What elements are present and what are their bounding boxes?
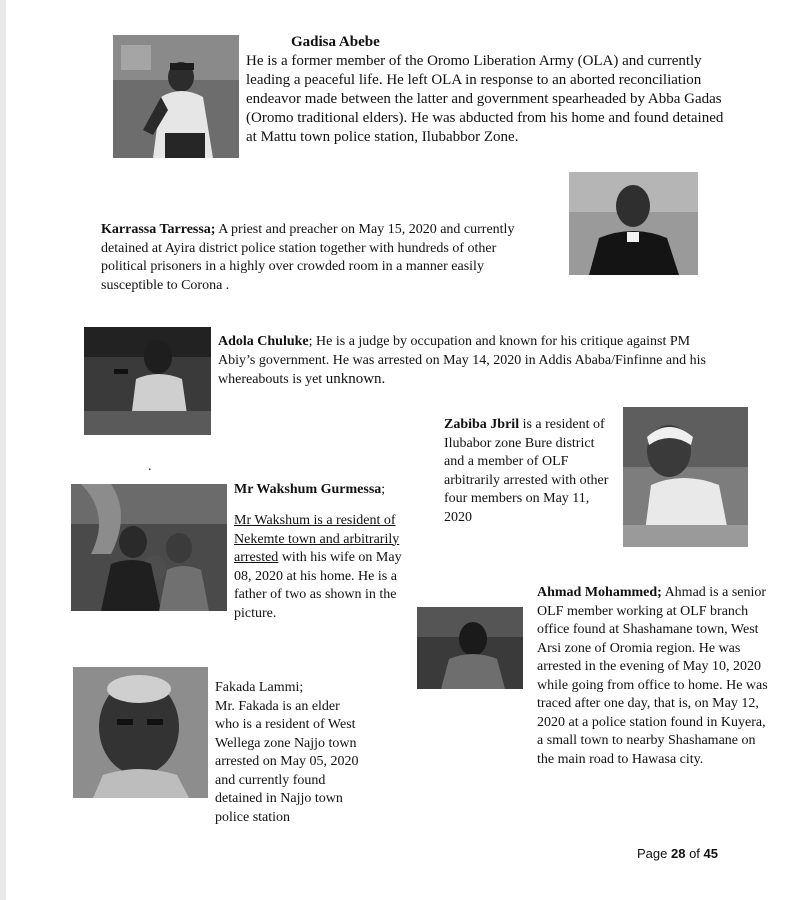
body-zabiba-jbril: is a resident of Ilubabor zone Bure district and a member of OLF arbitrarily arrested with other four members on May 11, 2020: [444, 417, 609, 525]
text-adola-chuluke: [218, 333, 718, 390]
page-prefix: Page: [637, 846, 671, 861]
photo-zabiba-jbril: [623, 407, 748, 547]
name-adola-chuluke: Adola Chuluke: [218, 334, 309, 349]
text-gadisa-abebe: He is a former member of the Oromo Liberation Army (OLA) and currently leading a peaceful life. He left OLA in response to an aborted reconciliation endeavor made between the latter and government spearheaded by Abba Gadas (Oromo traditional elders). He was abducted from his home and found detained at Mattu town police station, Ilubabbor Zone.: [246, 53, 724, 145]
tail-adola-chuluke: unknown.: [325, 371, 386, 387]
stray-mark: .: [148, 459, 152, 474]
photo-gadisa-abebe: [113, 35, 239, 158]
text-wakshum-gurmessa: [234, 512, 414, 623]
photo-wakshum-gurmessa: [71, 484, 227, 611]
text-karrassa-tarressa: [101, 221, 541, 295]
body-karrassa-tarressa: A priest and preacher on May 15, 2020 and currently detained at Ayira district police station together with hundreds of other political prisoners in a highly over crowded room in a manner easily susceptible to Corona .: [101, 222, 515, 293]
underlined-wakshum: Mr Wakshum is a resident of Nekemte town and arbitrarily arrested: [234, 513, 400, 565]
name-gadisa-abebe: Gadisa Abebe: [291, 34, 380, 50]
name-wakshum-gurmessa-line: [234, 481, 385, 500]
photo-adola-chuluke: [84, 327, 211, 435]
text-zabiba-jbril: [444, 416, 616, 527]
body-fakada-lammi: Mr. Fakada is an elder who is a resident of West Wellega zone Najjo town arrested on May 05, 2020 and currently found detained in Najjo town police station: [215, 698, 359, 825]
page-total: 45: [703, 846, 718, 861]
body-ahmad-mohammed: Ahmad is a senior OLF member working at OLF branch office found at Shashamane town, West Arsi zone of Oromia region. He was arrested in the evening of May 10, 2020 while going from office to home. He was traced after one day, that is, on May 12, 2020 at a police station found in Kuyera, a small town to nearby Shashamane on the main road to Hawasa city.: [537, 585, 768, 767]
text-fakada-lammi: [215, 679, 367, 827]
name-fakada-lammi: Fakada Lammi;: [215, 680, 304, 695]
page-of: of: [685, 846, 704, 861]
body-adola-chuluke: ; He is a judge by occupation and known for his critique against PM Abiy’s government. He was arrested on May 14, 2020 in Addis Ababa/Finfinne and his whereabouts is yet: [218, 334, 706, 387]
page-current: 28: [670, 846, 686, 861]
photo-fakada-lammi: [73, 667, 208, 798]
page-number: [637, 846, 718, 861]
name-zabiba-jbril: Zabiba Jbril: [444, 417, 520, 432]
photo-ahmad-mohammed: [417, 607, 523, 689]
name-ahmad-mohammed: Ahmad Mohammed;: [537, 585, 662, 600]
body-wakshum-gurmessa: with his wife on May 08, 2020 at his home. He is a father of two as shown in the picture.: [234, 550, 402, 621]
photo-karrassa-tarressa: [569, 172, 698, 275]
text-ahmad-mohammed: [537, 584, 773, 769]
name-karrassa-tarressa: Karrassa Tarressa;: [101, 222, 216, 237]
name-suffix-wakshum: ;: [381, 482, 386, 497]
page-left-edge: [0, 0, 6, 900]
name-wakshum-gurmessa: Mr Wakshum Gurmessa: [234, 482, 382, 497]
